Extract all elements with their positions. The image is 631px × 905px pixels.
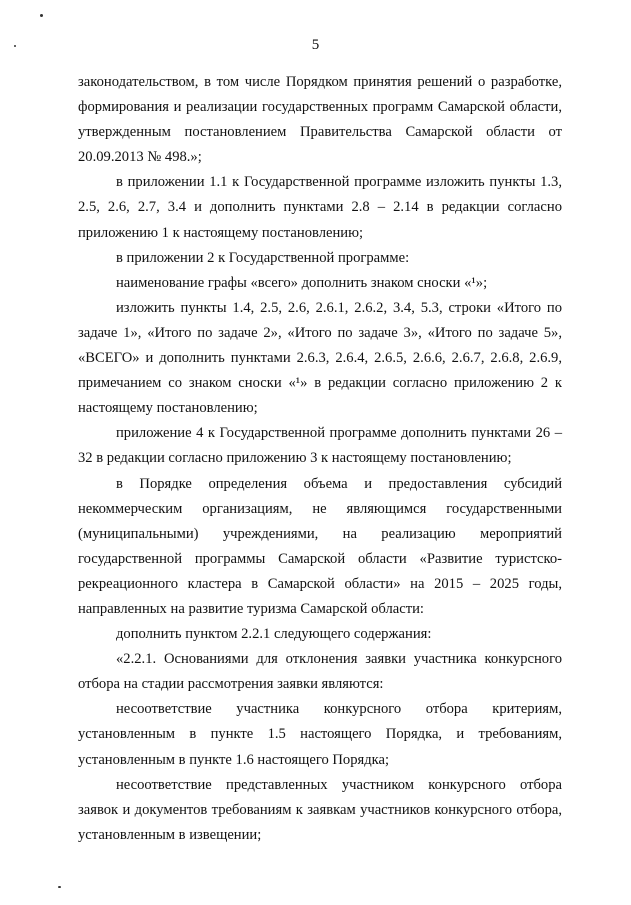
scan-speck: [40, 14, 43, 17]
paragraph: в приложении 2 к Государственной программе:: [116, 249, 410, 266]
scan-speck: [14, 45, 16, 47]
paragraph: дополнить пунктом 2.2.1 следующего содержания:: [116, 626, 432, 643]
paragraph: в приложении 1.1 к Государственной программе изложить пункты 1.3, 2.5, 2.6, 2.7, 3.4 и дополнить пунктами 2.8 – 2.14 в редакции согласно приложению 1 к настоящему постановлению;: [78, 174, 562, 241]
page-number: 5: [311, 37, 320, 53]
paragraph: в Порядке определения объема и предоставления субсидий некоммерческим организациям, не являющимся государственными (муниципальными) учреждениями, на реализацию мероприятий государственной программы Самарской области «Развитие туристско-рекреационного кластера в Самарской области» на 2015 – 2025 годы, направленных на развитие туризма Самарской области:: [78, 475, 562, 617]
paragraph: изложить пункты 1.4, 2.5, 2.6, 2.6.1, 2.6.2, 3.4, 5.3, строки «Итого по задаче 1», «Итого по задаче 2», «Итого по задаче 3», «Итого по задаче 5», «ВСЕГО» и дополнить пунктами 2.6.3, 2.6.4, 2.6.5, 2.6.6, 2.6.7, 2.6.8, 2.6.9, примечанием со знаком сноски «¹» в редакции согласно приложению 2 к настоящему постановлению;: [78, 299, 562, 417]
paragraph: наименование графы «всего» дополнить знаком сноски «¹»;: [116, 274, 488, 291]
paragraph: законодательством, в том числе Порядком принятия решений о разработке, формирования и реализации государственных программ Самарской области, утвержденным постановлением Правительства Самарской области от 20.09.2013 № 498.»;: [78, 74, 562, 166]
scan-speck: [58, 886, 61, 888]
paragraph: приложение 4 к Государственной программе дополнить пунктами 26 – 32 в редакции согласно приложению 3 к настоящему постановлению;: [78, 425, 562, 467]
paragraph: «2.2.1. Основаниями для отклонения заявки участника конкурсного отбора на стадии рассмотрения заявки являются:: [78, 651, 562, 693]
document-body: [78, 70, 562, 848]
paragraph: несоответствие участника конкурсного отбора критериям, установленным в пункте 1.5 настоящего Порядка, и требованиям, установленным в пункте 1.6 настоящего Порядка;: [78, 701, 562, 768]
paragraph: несоответствие представленных участником конкурсного отбора заявок и документов требованиям к заявкам участников конкурсного отбора, установленным в извещении;: [78, 776, 562, 843]
